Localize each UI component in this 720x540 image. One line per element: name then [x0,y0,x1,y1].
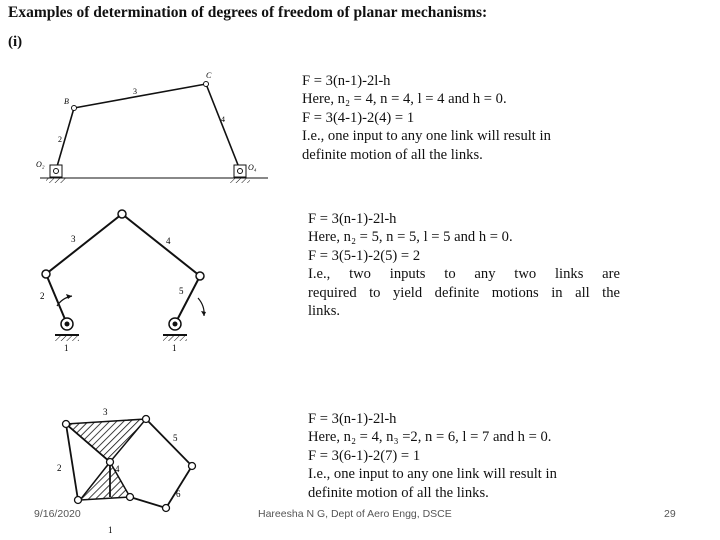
label-link-4: 4 [115,464,120,474]
example2-text [308,210,620,320]
example1-line-2: Here, n₂ = 4, n = 4, l = 4 and h = 0. [302,91,507,108]
label-link-2: 2 [57,463,62,473]
four-bar-mechanism-diagram [36,71,268,183]
five-bar-mechanism-diagram [40,210,206,353]
footer-page-number: 29 [664,508,676,520]
label-b: B [64,97,69,106]
example3-text [308,410,557,502]
example3-line-4: I.e., one input to any one link will result in [308,466,557,483]
example2-line-4: I.e., two inputs to any two links are [308,266,620,283]
slide-title: Examples of determination of degrees of freedom of planar mechanisms: [8,4,488,21]
label-o4: O₄ [248,163,257,172]
label-link-2: 2 [58,135,62,144]
label-link-4: 4 [166,236,171,246]
label-ground-1: 1 [64,343,69,353]
label-o2: O₂ [36,160,45,169]
example3-line-5: definite motion of all the links. [308,484,489,501]
label-c: C [206,71,212,80]
label-link-3: 3 [133,87,137,96]
label-link-5: 5 [179,286,184,296]
example1-line-5: definite motion of all the links. [302,146,483,163]
example2-line-5: required to yield definite motions in all the [308,284,620,301]
footer-author: Hareesha N G, Dept of Aero Engg, DSCE [258,508,452,520]
label-link-5: 5 [173,433,178,443]
example2-line-6: links. [308,303,341,320]
label-link-3: 3 [103,407,108,417]
label-link-3: 3 [71,234,76,244]
example3-line-2: Here, n₂ = 4, n₃ =2, n = 6, l = 7 and h = 0. [308,429,552,446]
example1-line-4: I.e., one input to any one link will result in [302,128,551,145]
label-link-6: 6 [176,489,181,499]
example1-text [302,72,551,164]
label-ground-2: 1 [172,343,177,353]
footer-date: 9/16/2020 [34,508,81,520]
label-link-4: 4 [221,115,225,124]
example2-line-3: F = 3(5-1)-2(5) = 2 [308,247,421,264]
example1-line-3: F = 3(4-1)-2(4) = 1 [302,109,415,126]
example3-line-3: F = 3(6-1)-2(7) = 1 [308,447,421,464]
example1-line-1: F = 3(n-1)-2l-h [302,73,391,89]
label-link-2: 2 [40,291,45,301]
example2-line-1: F = 3(n-1)-2l-h [308,211,397,227]
example2-line-2: Here, n₂ = 5, n = 5, l = 5 and h = 0. [308,229,513,246]
example3-line-1: F = 3(n-1)-2l-h [308,411,397,427]
label-ground-1: 1 [108,525,113,535]
section-label: (i) [8,34,23,50]
